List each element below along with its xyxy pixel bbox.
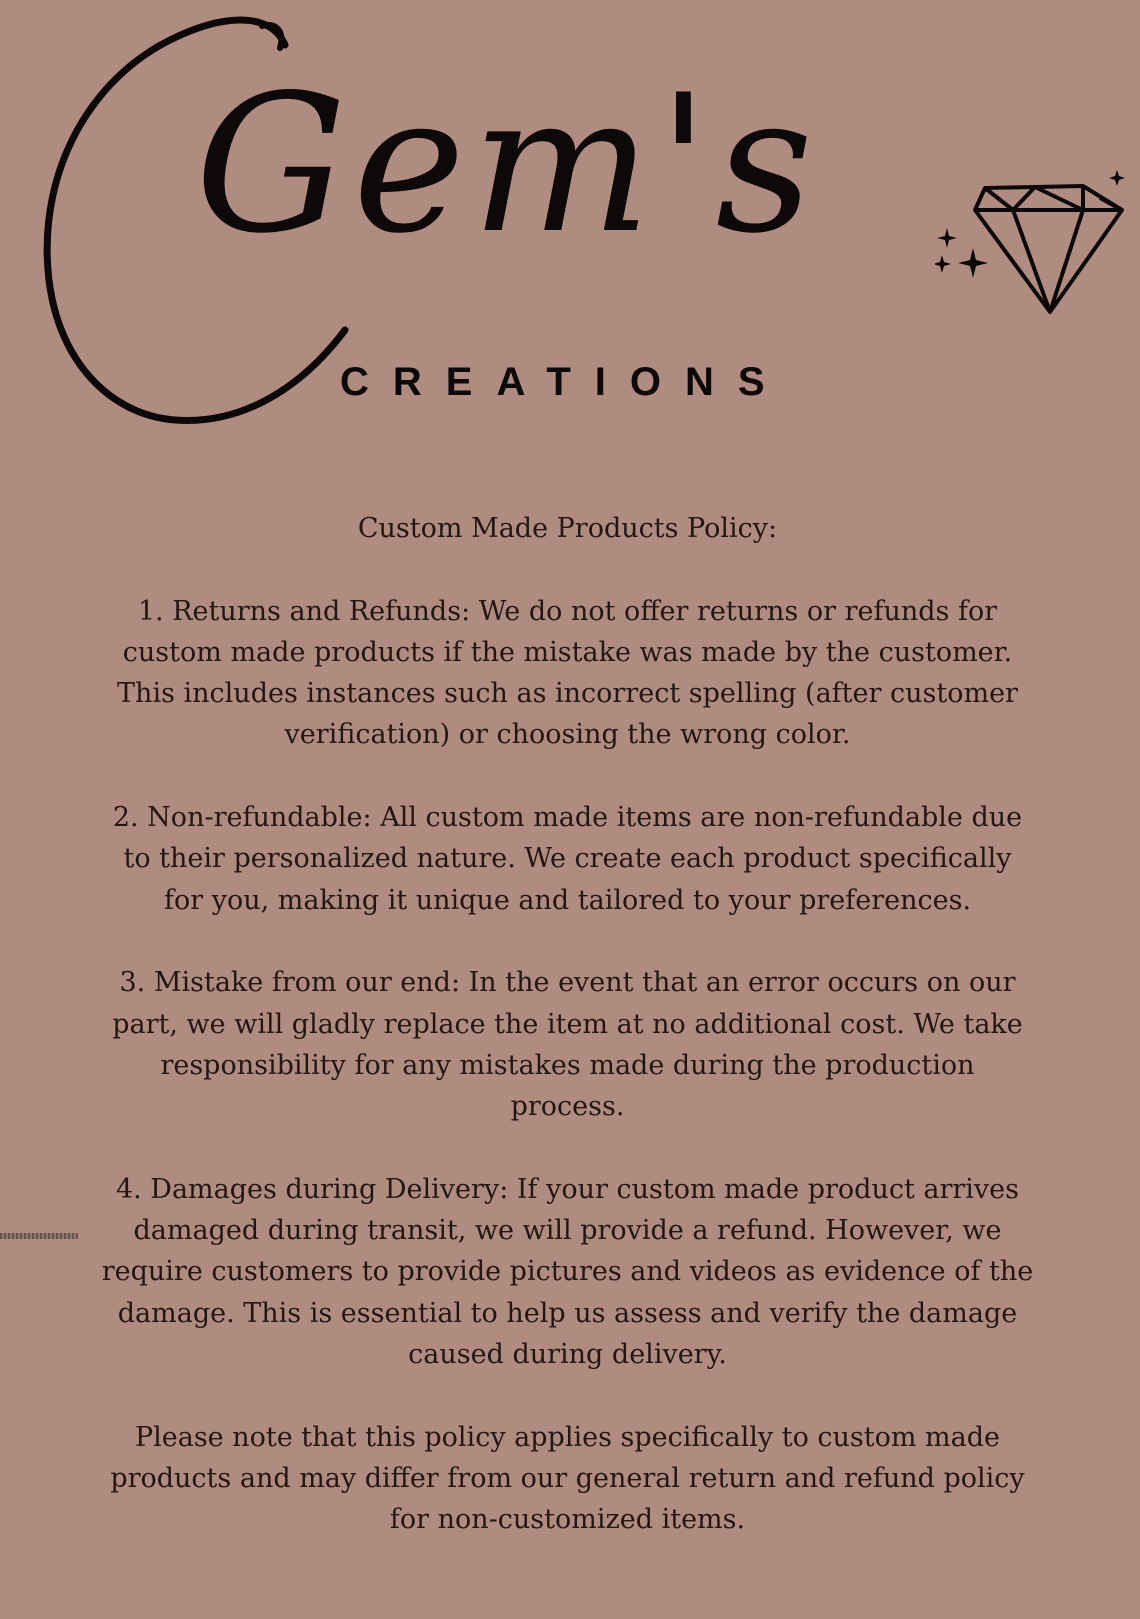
- logo-subtitle: CREATIONS: [340, 360, 789, 404]
- logo-script-wordmark: Gem's: [195, 54, 820, 275]
- policy-document: [100, 508, 1035, 1540]
- diamond-icon: [935, 170, 1125, 320]
- policy-note: Please note that this policy applies specifically to custom made products and may differ from our general return and refund policy for non-customized items.: [110, 1421, 1025, 1536]
- policy-section-returns: 1. Returns and Refunds: We do not offer returns or refunds for custom made products if the mistake was made by the customer. This includes instances such as incorrect spelling (after customer verification) or choosing the wrong color.: [117, 595, 1018, 751]
- policy-section-our-mistake: 3. Mistake from our end: In the event that an error occurs on our part, we will gladly replace the item at no additional cost. We take responsibility for any mistakes made during the production process.: [112, 967, 1023, 1123]
- brand-logo: [0, 0, 1140, 440]
- margin-decoration: [0, 1233, 78, 1239]
- policy-section-delivery-damage: 4. Damages during Delivery: If your custom made product arrives damaged during transit, we will provide a refund. However, we require customers to provide pictures and videos as evidence of the damage. This is essential to help us assess and verify the damage caused during delivery.: [101, 1173, 1034, 1370]
- policy-title: Custom Made Products Policy:: [357, 513, 778, 544]
- policy-section-non-refundable: 2. Non-refundable: All custom made items are non-refundable due to their personalized nature. We create each product specifically for you, making it unique and tailored to your preferences.: [112, 802, 1023, 916]
